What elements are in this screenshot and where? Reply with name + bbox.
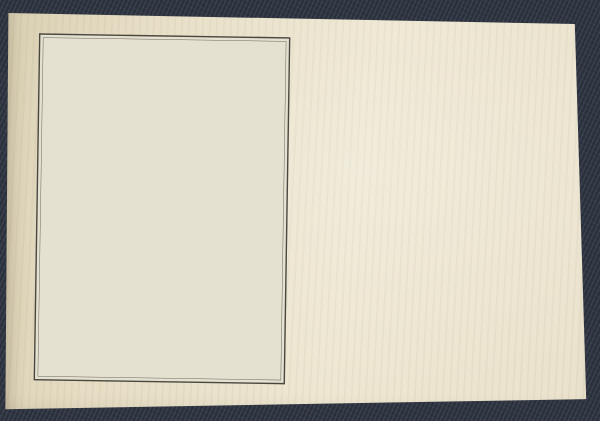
entry-text	[369, 68, 563, 71]
entry-label	[335, 62, 369, 63]
county-map	[33, 33, 290, 385]
entry-text	[369, 58, 563, 61]
entry-label	[335, 68, 369, 69]
entry-text	[369, 72, 563, 75]
entry-label	[335, 72, 369, 73]
entry-label	[335, 64, 369, 65]
map-background	[34, 34, 289, 384]
info-entry-transport	[335, 74, 563, 78]
entry-label	[335, 66, 369, 67]
page-title	[336, 47, 564, 51]
info-entry-terrain	[335, 66, 563, 70]
info-entry-districts	[335, 62, 563, 66]
info-entry-climate	[335, 68, 563, 72]
entry-text	[369, 62, 563, 65]
entry-text	[369, 74, 563, 77]
gazetteer-text	[335, 47, 563, 80]
entry-text	[369, 64, 563, 67]
entry-label	[335, 74, 369, 75]
info-entry-area	[335, 58, 563, 62]
entry-label	[335, 58, 369, 59]
entry-label	[335, 60, 369, 61]
entry-text	[369, 60, 563, 63]
entry-label	[335, 70, 369, 71]
info-entry-farmland	[335, 60, 563, 64]
info-entry-products	[335, 72, 563, 76]
info-entry-population	[335, 64, 563, 68]
entry-text	[369, 66, 563, 69]
entry-text	[369, 70, 563, 73]
map-panel	[33, 33, 290, 385]
info-entry-water	[335, 70, 563, 74]
